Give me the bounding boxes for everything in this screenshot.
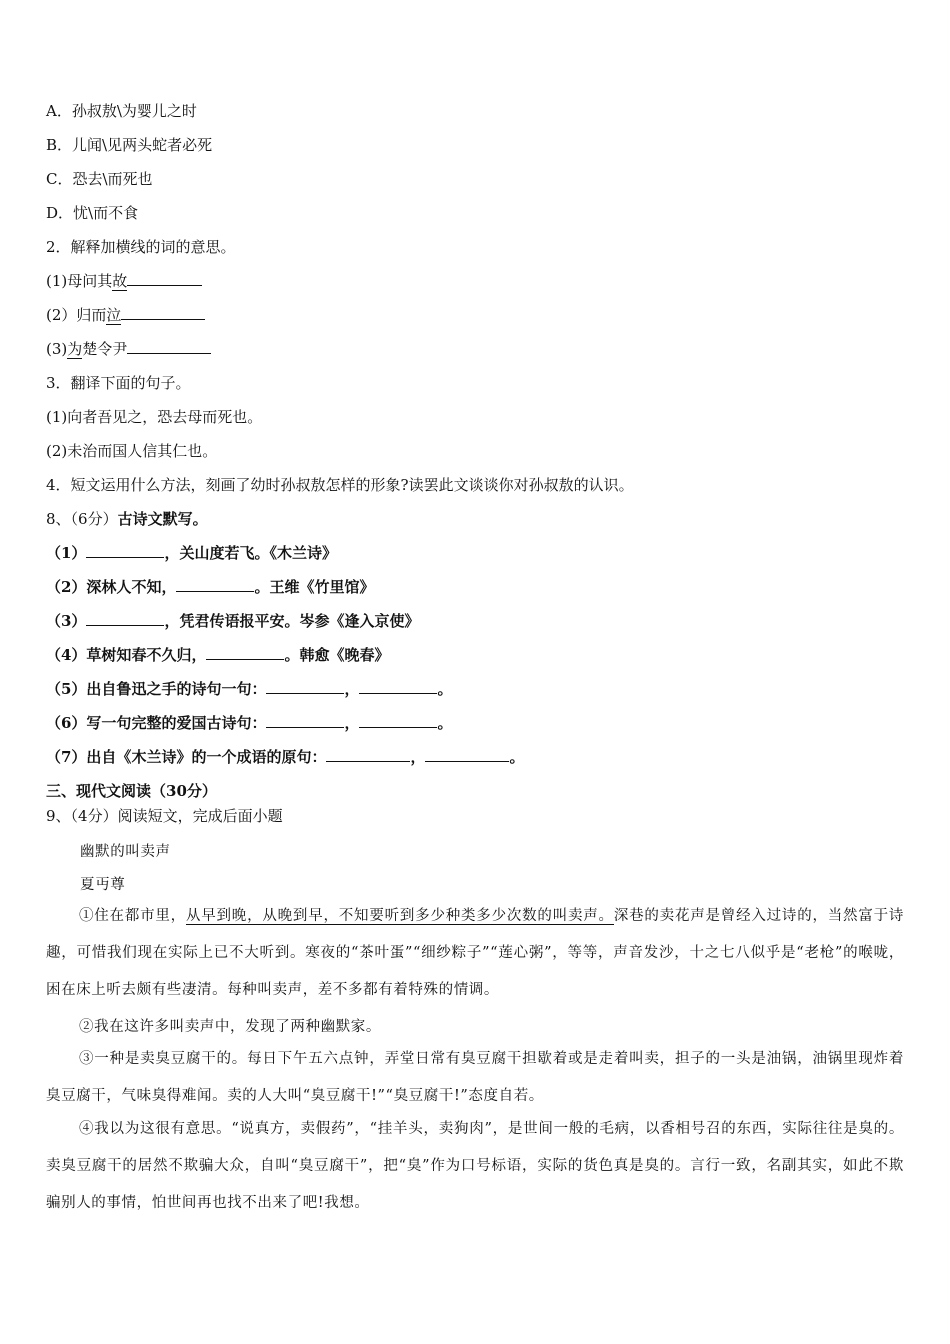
answer-blank[interactable]	[326, 747, 410, 762]
essay-paragraph-3: ③一种是卖臭豆腐干的。每日下午五六点钟，弄堂日常有臭豆腐干担歇着或是走着叫卖，担子的一头是油锅，油锅里现炸着臭豆腐干，气味臭得难闻。卖的人大叫“臭豆腐干!”“臭豆腐干!”态度自若。	[46, 1051, 904, 1104]
item-1-prefix: (1)母问其	[46, 272, 113, 290]
answer-blank[interactable]	[359, 713, 437, 728]
option-b: B．儿闻\见两头蛇者必死	[46, 136, 213, 154]
option-d: D．忧\而不食	[46, 204, 139, 222]
question-9-header: 9、（4分）阅读短文，完成后面小题	[46, 807, 283, 825]
q8-line-6: （6）写一句完整的爱国古诗句： ， 。	[46, 714, 453, 732]
q8-line-1: （1） ，关山度若飞。《木兰诗》	[46, 544, 337, 562]
essay-paragraph-1: ①住在都市里，从早到晚，从晚到早，不知要听到多少种类多少次数的叫卖声。深巷的卖花声是曾经入过诗的，当然富于诗趣，可惜我们现在实际上已不大听到。寒夜的“茶叶蛋”“细纱粽子”“莲心粥”，等等，声音发沙，十之七八似乎是“老枪”的喉咙，困在床上听去颇有些凄清。每种叫卖声，差不多都有着特殊的情调。	[46, 908, 904, 998]
essay-paragraph-2: ②我在这许多叫卖声中，发现了两种幽默家。	[79, 1019, 381, 1035]
option-c: C．恐去\而死也	[46, 170, 153, 188]
answer-blank[interactable]	[206, 645, 284, 660]
question-8-header	[46, 509, 208, 529]
answer-blank[interactable]	[266, 713, 344, 728]
q8-line-5: （5）出自鲁迅之手的诗句一句： ， 。	[46, 680, 453, 698]
option-a: A．孙叔敖\为婴儿之时	[46, 102, 197, 120]
item-3-underlined-word: 为	[67, 340, 83, 358]
essay-author: 夏丏尊	[80, 877, 126, 893]
answer-blank[interactable]	[121, 305, 205, 320]
item-3-suffix: 楚令尹	[82, 340, 128, 358]
answer-blank[interactable]	[359, 679, 437, 694]
essay-title: 幽默的叫卖声	[80, 844, 171, 860]
essay-paragraph-4: ④我以为这很有意思。“说真方，卖假药”，“挂羊头，卖狗肉”，是世间一般的毛病，以香相号召的东西，实际往往是臭的。卖臭豆腐干的居然不欺骗大众，自叫“臭豆腐干”，把“臭”作为口号标语，实际的货色真是臭的。言行一致，名副其实，如此不欺骗别人的事情，怕世间再也找不出来了吧!我想。	[46, 1121, 904, 1211]
q8-line-3: （3） ，凭君传语报平安。岑参《逢入京使》	[46, 612, 420, 630]
answer-blank[interactable]	[266, 679, 344, 694]
q8-line-2: （2）深林人不知， 。王维《竹里馆》	[46, 578, 375, 596]
answer-blank[interactable]	[127, 339, 211, 354]
item-2-prefix: (2）归而	[46, 306, 107, 324]
item-1-underlined-word: 故	[112, 272, 128, 290]
question-2-item-3: (3)为楚令尹	[46, 339, 211, 359]
question-8-number: 8、（6分）	[46, 510, 118, 528]
underlined-sentence: 从早到晚，从晚到早，不知要听到多少种类多少次数的叫卖声。	[185, 908, 614, 924]
answer-blank[interactable]	[425, 747, 509, 762]
q8-line-7: （7）出自《木兰诗》的一个成语的原句： ， 。	[46, 748, 525, 766]
question-2-title: 2．解释加横线的词的意思。	[46, 238, 236, 256]
answer-blank[interactable]	[86, 611, 164, 626]
question-4: 4．短文运用什么方法，刻画了幼时孙叔敖怎样的形象?读罢此文谈谈你对孙叔敖的认识。	[46, 476, 634, 494]
item-2-underlined-word: 泣	[106, 306, 122, 324]
question-2-item-1	[46, 271, 202, 291]
question-3-title: 3．翻译下面的句子。	[46, 374, 191, 392]
question-3-sentence-2: (2)未治而国人信其仁也。	[46, 442, 218, 460]
answer-blank[interactable]	[86, 543, 164, 558]
q8-line-4: （4）草树知春不久归， 。韩愈《晚春》	[46, 646, 390, 664]
answer-blank[interactable]	[176, 577, 254, 592]
question-8-title: 古诗文默写。	[117, 510, 208, 528]
section-3-heading: 三、现代文阅读（30分）	[46, 782, 217, 800]
answer-blank[interactable]	[127, 271, 202, 286]
question-3-sentence-1: (1)向者吾见之，恐去母而死也。	[46, 408, 263, 426]
question-2-item-2	[46, 305, 205, 325]
